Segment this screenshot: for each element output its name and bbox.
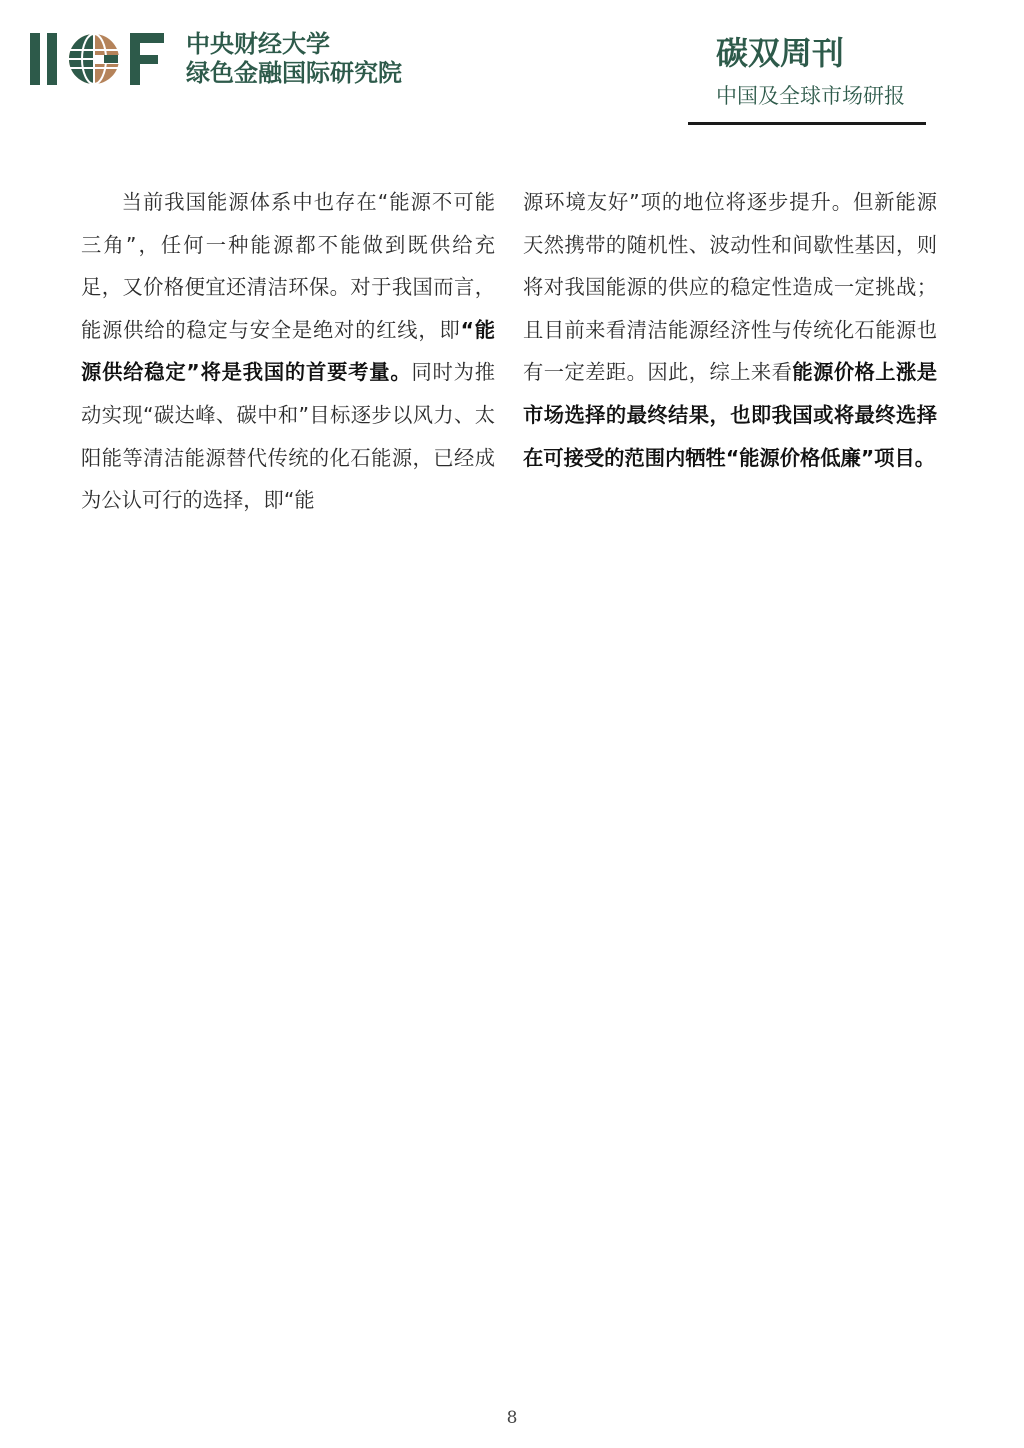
- institution-line-2: 绿色金融国际研究院: [186, 59, 402, 87]
- left-column: [81, 181, 495, 522]
- page-header: [0, 0, 1024, 140]
- page-number: 8: [506, 1408, 518, 1428]
- left-paragraph: [81, 181, 495, 522]
- right-column: [523, 181, 937, 479]
- left-text-b: 同时为推动实现“碳达峰、碳中和”目标逐步以风力、太阳能等清洁能源替代传统的化石能源，已经成为公认可行的选择，即“能: [81, 360, 495, 513]
- left-text-a: 当前我国能源体系中也存在“能源不可能三角”，任何一种能源都不能做到既供给充足，又价格便宜还清洁环保。对于我国而言，能源供给的稳定与安全是绝对的红线，即: [81, 190, 495, 342]
- left-bold-text: “能源供给稳定”将是我国的首要考量。: [81, 317, 495, 385]
- right-paragraph: [523, 181, 937, 479]
- right-text-a: 源环境友好”项的地位将逐步提升。但新能源天然携带的随机性、波动性和间歇性基因，则将对我国能源的供应的稳定性造成一定挑战；且目前来看清洁能源经济性与传统化石能源也有一定差距。因此，综上来看: [523, 190, 937, 385]
- publication-title: 碳双周刊: [716, 34, 845, 72]
- header-divider: [688, 122, 926, 125]
- publication-subtitle: 中国及全球市场研报: [716, 84, 905, 108]
- institution-line-1: 中央财经大学: [186, 30, 330, 58]
- institution-name: [186, 30, 402, 88]
- iigf-logo: [30, 30, 166, 88]
- right-bold-text: 能源价格上涨是市场选择的最终结果，也即我国或将最终选择在可接受的范围内牺牲“能源价格低廉”项目。: [523, 360, 937, 470]
